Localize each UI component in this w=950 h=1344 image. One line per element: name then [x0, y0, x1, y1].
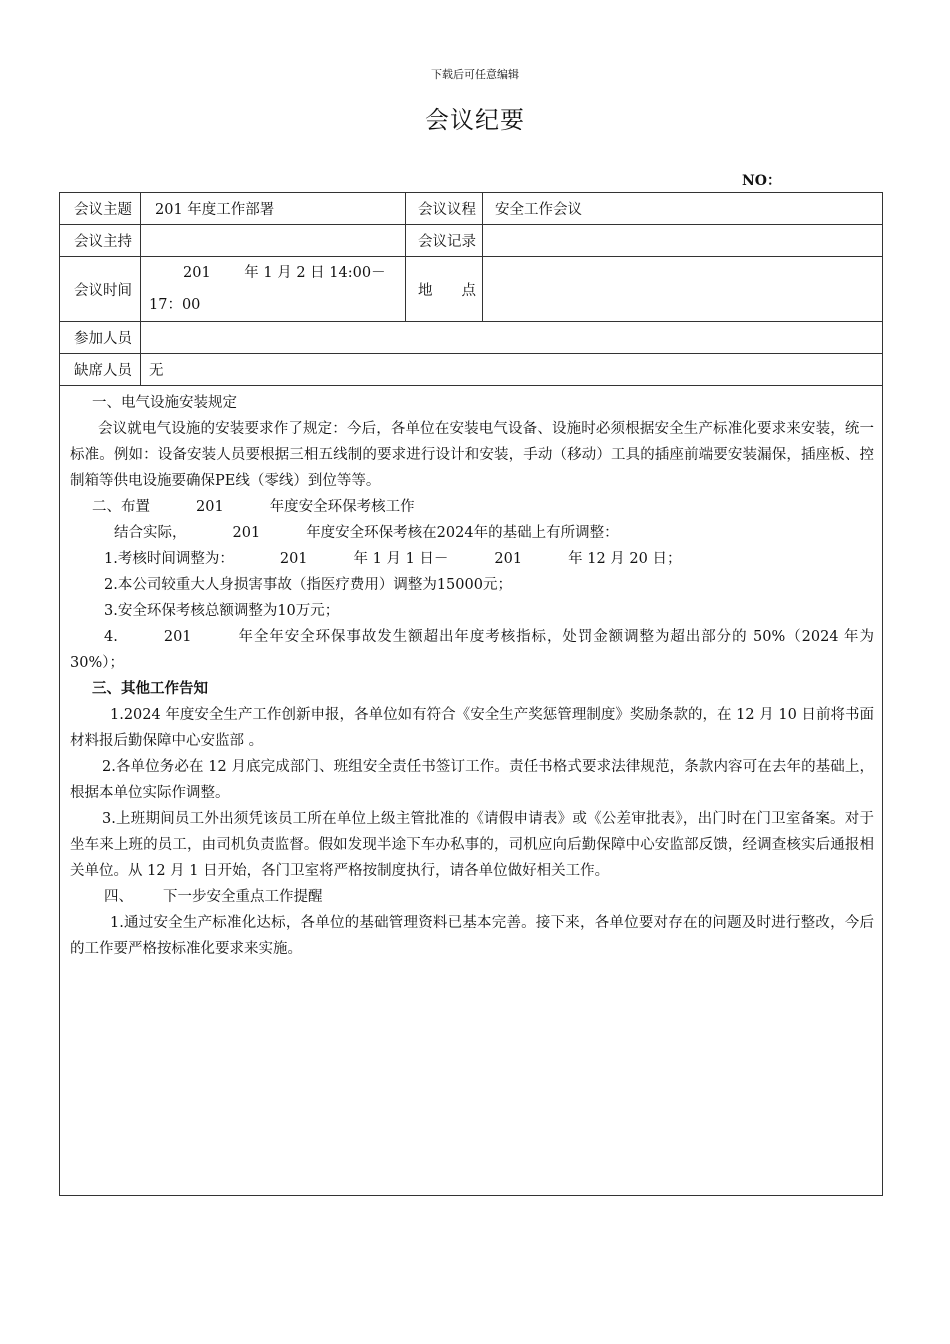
place-label: 地 点 [406, 257, 483, 322]
agenda-label: 会议议程 [406, 193, 483, 225]
topic-label: 会议主题 [60, 193, 141, 225]
table-row [60, 322, 883, 354]
section2-heading-part2: 201 [196, 499, 224, 515]
section2-item1-part5: 年 12 月 20 日； [568, 551, 682, 567]
header-note: 下载后可任意编辑 [431, 68, 519, 81]
recorder-label: 会议记录 [406, 225, 483, 257]
section2-item4-part1: 4. [104, 629, 118, 645]
section2-heading-part3: 年度安全环保考核工作 [269, 499, 415, 515]
section2-item1 [70, 546, 874, 572]
minutes-content [70, 390, 874, 962]
section1-paragraph: 会议就电气设施的安装要求作了规定：今后，各单位在安装电气设备、设施时必须根据安全生产标准化要求来安装，统一标准。例如：设备安装人员要根据三相五线制的要求进行设计和安装，手动（移动）工具的插座前端要安装漏保，插座板、控制箱等供电设施要确保PE线（零线）到位等等。 [70, 421, 874, 489]
absent-value: 无 [141, 354, 883, 386]
host-label: 会议主持 [60, 225, 141, 257]
section2-item1-part2: 201 [279, 551, 308, 567]
section2-item1-part1: 1.考核时间调整为： [104, 551, 234, 567]
time-value-line2: 17：00 [149, 297, 201, 313]
section4-paragraph1: 1.通过安全生产标准化达标，各单位的基础管理资料已基本完善。接下来，各单位要对存在的问题及时进行整改，今后的工作要严格按标准化要求来实施。 [70, 915, 874, 957]
document-number-label: NO： [742, 173, 781, 189]
section2-intro-part1: 结合实际， [114, 525, 187, 541]
section2-item4 [70, 624, 874, 676]
section2-heading-part1: 二、布置 [92, 499, 150, 515]
agenda-value: 安全工作会议 [483, 193, 883, 225]
time-value-line1: 201 年 1 月 2 日 14:00－ [183, 265, 386, 281]
participants-value [141, 322, 883, 354]
section2-intro-part3: 年度安全环保考核在2024年的基础上有所调整： [306, 525, 619, 541]
section4-heading-part2: 下一步安全重点工作提醒 [163, 889, 323, 905]
host-value [141, 225, 406, 257]
time-value [141, 257, 406, 322]
table-row [60, 257, 883, 322]
section4-heading [70, 884, 874, 910]
section2-item4-part2: 201 [163, 629, 192, 645]
time-label: 会议时间 [60, 257, 141, 322]
table-row [60, 354, 883, 386]
meeting-info-table [59, 192, 883, 386]
section2-item3: 3.安全环保考核总额调整为10万元； [104, 603, 340, 619]
section3-heading: 三、其他工作告知 [92, 680, 208, 697]
participants-label: 参加人员 [60, 322, 141, 354]
place-value [483, 257, 883, 322]
section2-heading [70, 494, 874, 520]
table-row [60, 225, 883, 257]
section2-item1-part4: 201 [494, 551, 523, 567]
section3-paragraph2: 2.各单位务必在 12 月底完成部门、班组安全责任书签订工作。责任书格式要求法律规范，条款内容可在去年的基础上，根据本单位实际作调整。 [70, 759, 874, 801]
section2-intro [70, 520, 874, 546]
section2-item2: 2.本公司较重大人身损害事故（指医疗费用）调整为15000元； [104, 577, 512, 593]
section3-paragraph1: 1.2024 年度安全生产工作创新申报，各单位如有符合《安全生产奖惩管理制度》奖励条款的，在 12 月 10 日前将书面材料报后勤保障中心安监部 。 [70, 707, 874, 749]
section2-item1-part3: 年 1 月 1 日－ [353, 551, 449, 567]
section3-paragraph3: 3.上班期间员工外出须凭该员工所在单位上级主管批准的《请假申请表》或《公差审批表》，出门时在门卫室备案。对于坐车来上班的员工，由司机负责监督。假如发现半途下车办私事的，司机应向后勤保障中心安监部反馈，经调查核实后通报相关单位。从 12 月 1 日开始，各门卫室将严格按制度执行，请各单位做好相关工作。 [70, 811, 874, 879]
absent-label: 缺席人员 [60, 354, 141, 386]
page-title: 会议纪要 [425, 106, 525, 134]
section2-item4-part3: 年全年安全环保事故发生额超出年度考核指标，处罚金额调整为超出部分的 50%（2024 年为30%）； [70, 629, 874, 671]
topic-value: 201 年度工作部署 [141, 193, 406, 225]
recorder-value [483, 225, 883, 257]
section2-intro-part2: 201 [232, 525, 261, 541]
section1-heading: 一、电气设施安装规定 [92, 395, 237, 411]
table-row [60, 193, 883, 225]
section4-heading-part1: 四、 [104, 889, 133, 905]
